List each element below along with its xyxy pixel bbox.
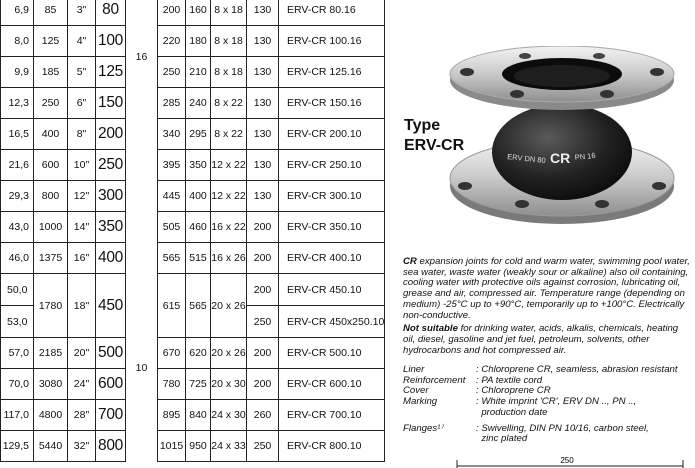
size-inch-cell: 18" [68,274,96,338]
force-cell: 250 [34,88,68,119]
size-inch-cell: 24" [68,369,96,400]
d-cell: 240 [186,88,211,119]
force-cell: 185 [34,57,68,88]
weight-cell: 46,0 [1,243,34,274]
bolts-cell: 16 x 26 [211,243,247,274]
size-inch-cell: 10" [68,150,96,181]
spec-row [403,408,695,419]
size-inch-cell: 8" [68,119,96,150]
d-cell: 350 [186,150,211,181]
bolts-cell: 12 x 22 [211,150,247,181]
dn-cell: 450 [96,274,126,338]
d-cell: 180 [186,26,211,57]
spec-value: zinc plated [476,433,528,445]
table-row [1,119,385,150]
force-cell: 1000 [34,212,68,243]
article-code-cell: ERV-CR 125.16 [279,57,385,88]
size-inch-cell: 14" [68,212,96,243]
length-cell: 250 [247,431,279,462]
size-inch-cell: 28" [68,400,96,431]
table-row [1,150,385,181]
article-code-cell: ERV-CR 400.10 [279,243,385,274]
table-row [1,274,385,306]
weight-cell: 6,9 [1,0,34,26]
spec-row [403,424,695,435]
size-inch-cell: 32" [68,431,96,462]
k-cell: 395 [158,150,186,181]
length-cell: 200 [247,369,279,400]
size-inch-cell: 16" [68,243,96,274]
table-row [1,338,385,369]
dimension-line [455,456,685,468]
length-cell: 130 [247,0,279,26]
k-cell: 445 [158,181,186,212]
type-label: Type [404,117,441,134]
table-row [1,369,385,400]
bolts-cell: 24 x 30 [211,400,247,431]
weight-cell: 9,9 [1,57,34,88]
d-cell: 210 [186,57,211,88]
size-inch-cell: 5" [68,57,96,88]
weight-cell: 21,6 [1,150,34,181]
not-suitable-text: for drinking water, acids, alkalis, chemicals, heating oil, diesel, gasoline and jet fuel, petroleum, solvents, other hydrocarbons and hot compressed air. [403,323,679,356]
dn-cell: 600 [96,369,126,400]
article-code-cell: ERV-CR 250.10 [279,150,385,181]
article-code-cell: ERV-CR 450.10 [279,274,385,306]
table-row [1,400,385,431]
article-code-cell: ERV-CR 300.10 [279,181,385,212]
k-cell: 895 [158,400,186,431]
article-code-cell: ERV-CR 600.10 [279,369,385,400]
bolts-cell: 20 x 26 [211,338,247,369]
bolts-cell: 8 x 22 [211,119,247,150]
article-code-cell: ERV-CR 80.16 [279,0,385,26]
dn-cell: 500 [96,338,126,369]
d-cell: 515 [186,243,211,274]
dn-cell: 700 [96,400,126,431]
length-cell: 260 [247,400,279,431]
article-code-cell: ERV-CR 800.10 [279,431,385,462]
bolts-cell: 20 x 30 [211,369,247,400]
weight-cell: 12,3 [1,88,34,119]
force-cell: 5440 [34,431,68,462]
material-specs [403,365,695,445]
bolts-cell: 8 x 22 [211,88,247,119]
d-cell: 840 [186,400,211,431]
expansion-joint-photo [447,46,677,244]
force-cell: 600 [34,150,68,181]
weight-cell: 16,5 [1,119,34,150]
dn-cell: 125 [96,57,126,88]
k-cell: 250 [158,57,186,88]
table-row [1,243,385,274]
spec-key: Marking [403,396,438,408]
length-cell: 250 [247,306,279,338]
spec-value: : Chloroprene CR [476,385,551,397]
spec-row [403,434,695,445]
k-cell: 1015 [158,431,186,462]
weight-cell: 29,3 [1,181,34,212]
k-cell: 220 [158,26,186,57]
force-cell: 85 [34,0,68,26]
article-code-cell: ERV-CR 200.10 [279,119,385,150]
spec-key [403,408,476,419]
k-cell: 285 [158,88,186,119]
length-cell: 200 [247,212,279,243]
length-cell: 130 [247,181,279,212]
k-cell: 200 [158,0,186,26]
table-row [1,212,385,243]
pn16-cell: 16 [126,0,158,119]
article-code-cell: ERV-CR 450x250.10 [279,306,385,338]
spec-key [403,434,476,445]
d-cell: 565 [186,274,211,338]
length-cell: 130 [247,26,279,57]
dn-cell: 800 [96,431,126,462]
weight-cell: 129,5 [1,431,34,462]
spec-value: : White imprint 'CR', ERV DN .., PN .., [476,396,637,408]
spec-value: : PA textile cord [476,374,543,386]
table-row [1,26,385,57]
spec-value: production date [476,406,548,418]
length-cell: 200 [247,338,279,369]
spec-key: Flanges¹⁾ [403,422,443,434]
dn-cell: 150 [96,88,126,119]
k-cell: 780 [158,369,186,400]
size-inch-cell: 20" [68,338,96,369]
weight-cell: 53,0 [1,306,34,338]
length-cell: 200 [247,274,279,306]
bolts-cell: 12 x 22 [211,181,247,212]
bolts-cell: 8 x 18 [211,26,247,57]
d-cell: 295 [186,119,211,150]
article-code-cell: ERV-CR 100.16 [279,26,385,57]
d-cell: 620 [186,338,211,369]
article-code-cell: ERV-CR 350.10 [279,212,385,243]
table-row [1,88,385,119]
table-row [1,0,385,26]
imprint-pn: PN 16 [574,150,596,162]
table-row [1,431,385,462]
size-inch-cell: 4" [68,26,96,57]
not-suitable-bold: Not suitable [403,323,458,335]
pn-blank-cell [126,119,158,274]
bolts-cell: 8 x 18 [211,0,247,26]
force-cell: 3080 [34,369,68,400]
k-cell: 565 [158,243,186,274]
length-cell: 130 [247,57,279,88]
force-cell: 125 [34,26,68,57]
force-cell: 2185 [34,338,68,369]
dn-cell: 80 [96,0,126,26]
weight-cell: 117,0 [1,400,34,431]
size-inch-cell: 6" [68,88,96,119]
dn-cell: 100 [96,26,126,57]
force-cell: 1375 [34,243,68,274]
length-cell: 130 [247,119,279,150]
d-cell: 950 [186,431,211,462]
d-cell: 160 [186,0,211,26]
spec-key: Reinforcement [403,374,466,386]
length-cell: 130 [247,88,279,119]
force-cell: 800 [34,181,68,212]
product-description [403,257,693,356]
dn-cell: 250 [96,150,126,181]
size-inch-cell: 3" [68,0,96,26]
bolts-cell: 8 x 18 [211,57,247,88]
article-code-cell: ERV-CR 500.10 [279,338,385,369]
spec-value: : Swivelling, DIN PN 10/16, carbon steel, [476,422,649,434]
spec-row [403,397,695,408]
k-cell: 340 [158,119,186,150]
d-cell: 460 [186,212,211,243]
dn-cell: 350 [96,212,126,243]
pn10-cell: 10 [126,274,158,462]
bolts-cell: 20 x 26 [211,274,247,338]
cr-bold: CR [403,256,417,267]
imprint-erv: ERV DN 80 [506,152,547,166]
weight-cell: 43,0 [1,212,34,243]
force-cell: 4800 [34,400,68,431]
k-cell: 505 [158,212,186,243]
spec-value: : Chloroprene CR, seamless, abrasion resistant [476,364,678,375]
spec-key: Liner [403,364,425,375]
table-row [1,181,385,212]
force-cell: 1780 [34,274,68,338]
length-cell: 200 [247,243,279,274]
size-inch-cell: 12" [68,181,96,212]
dn-cell: 400 [96,243,126,274]
dn-cell: 300 [96,181,126,212]
bolts-cell: 24 x 33 [211,431,247,462]
imprint-cr: CR [550,150,571,166]
weight-cell: 57,0 [1,338,34,369]
d-cell: 725 [186,369,211,400]
description-intro: expansion joints for cold and warm water, swimming pool water, sea water, waste water (weakly sour or alkaline) also oil containing, cooling water with protective oils against corrosion, lubricating oil, grease and air, compressed air. Temperature range (depending on medium) -25°C up to +90°C, temporarily up to +100°C. Electrically non-conductive. [403,256,690,321]
type-model: ERV-CR [404,137,465,154]
weight-cell: 70,0 [1,369,34,400]
k-cell: 670 [158,338,186,369]
product-panel [397,0,695,468]
dimension-value: 250 [560,456,574,465]
k-cell: 615 [158,274,186,338]
dn-cell: 200 [96,119,126,150]
article-code-cell: ERV-CR 700.10 [279,400,385,431]
weight-cell: 50,0 [1,274,34,306]
spec-key: Cover [403,385,429,397]
article-code-cell: ERV-CR 150.16 [279,88,385,119]
table-row [1,57,385,88]
weight-cell: 8,0 [1,26,34,57]
d-cell: 400 [186,181,211,212]
force-cell: 400 [34,119,68,150]
length-cell: 130 [247,150,279,181]
bolts-cell: 16 x 22 [211,212,247,243]
